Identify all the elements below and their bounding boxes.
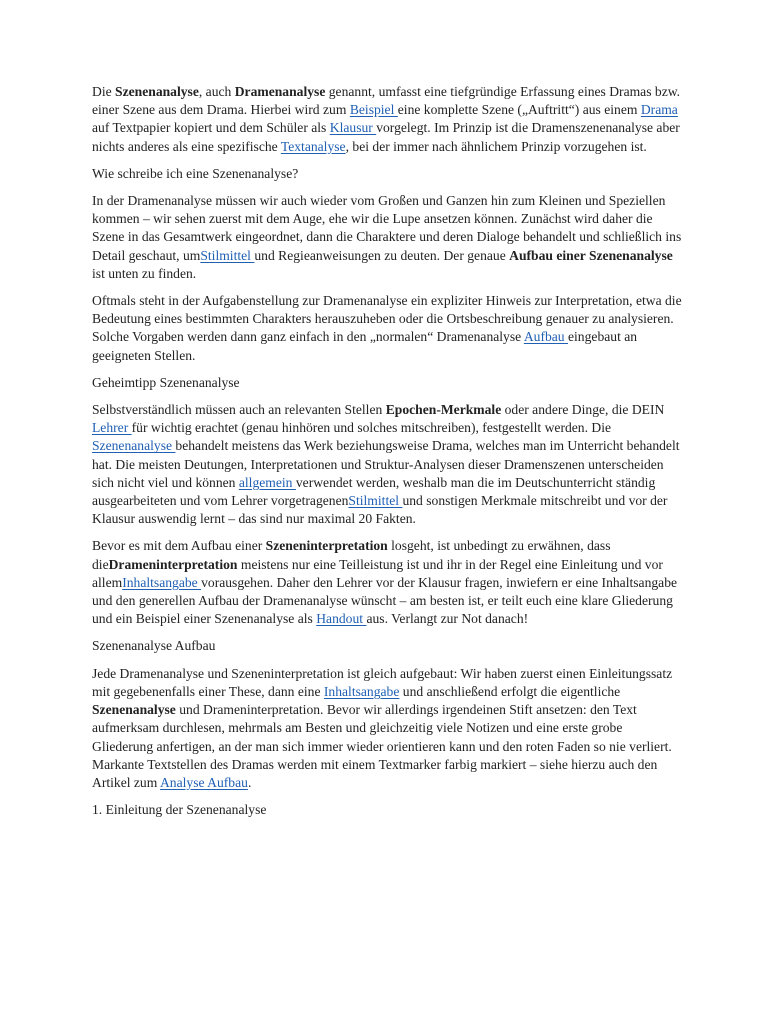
text: für wichtig erachtet (genau hinhören und solches mitschreiben), festgestellt werden. Die <box>131 420 612 436</box>
section-heading: Szenenanalyse Aufbau <box>92 638 216 654</box>
text: und anschließend erfolgt die eigentliche <box>399 683 621 699</box>
text: Jede Dramenanalyse und Szeneninterpretation ist gleich aufgebaut: Wir haben zuerst einen Einleitungssatz mit gegebenenfalls einer These, dann eine <box>92 665 673 699</box>
text: und Regieanweisungen zu deuten. Der genaue <box>254 247 510 263</box>
bold-term: Szeneninterpretation <box>265 538 388 554</box>
text: aus. Verlangt zur Not danach! <box>366 611 529 627</box>
bold-term: Aufbau einer Szenenanalyse <box>509 247 673 263</box>
text: oder andere Dinge, die DEIN <box>501 402 665 418</box>
link-stilmittel[interactable]: Stilmittel <box>200 247 255 263</box>
bold-term: Dramenanalyse <box>234 84 326 99</box>
text: Bevor es mit dem Aufbau einer <box>92 538 266 554</box>
text: . <box>247 774 252 790</box>
section-heading: Geheimtipp Szenenanalyse <box>92 374 240 390</box>
text: Selbstverständlich müssen auch an relevanten Stellen <box>92 402 386 418</box>
link-inhaltsangabe[interactable]: Inhaltsangabe <box>122 574 202 590</box>
document-body <box>92 83 682 828</box>
section-heading: Wie schreibe ich eine Szenenanalyse? <box>92 165 299 181</box>
text: eine komplette Szene („Auftritt“) aus einem <box>397 102 641 118</box>
link-drama[interactable]: Drama <box>640 102 678 118</box>
paragraph-before <box>92 537 682 628</box>
link-klausur[interactable]: Klausur <box>329 120 377 136</box>
text: behandelt meistens das Werk beziehungsweise Drama, welches man im Unterricht behandelt hat. Die meisten Deutungen, Interpretationen und Struktur-Analysen dieser Dramenszenen unterscheiden sich nicht viel und können <box>92 438 680 490</box>
text: Oftmals steht in der Aufgabenstellung zur Dramenanalyse ein expliziter Hinweis zur Interpretation, etwa die Bedeutung eines bestimmten Charakters herauszuheben oder die Ortsbeschreibung genauer zu analysieren. Solche Vorgaben werden dann ganz einfach in den „normalen“ Dramenanalyse <box>92 293 682 345</box>
bold-term: Szenenanalyse <box>115 84 199 99</box>
link-aufbau[interactable]: Aufbau <box>523 329 568 345</box>
section-heading: 1. Einleitung der Szenenanalyse <box>92 802 267 818</box>
paragraph-structure <box>92 665 682 792</box>
bold-term: Szenenanalyse <box>92 702 176 718</box>
link-beispiel[interactable]: Beispiel <box>349 102 398 118</box>
text: meistens nur eine Teilleistung ist und ihr in der Regel eine Einleitung und vor allem <box>92 556 663 590</box>
text: eingebaut an geeigneten Stellen. <box>92 329 638 363</box>
text: Die <box>92 84 116 99</box>
text: verwendet werden, weshalb man die im Deutschunterricht ständig ausgearbeiteten und vom Lehrer vorgetragenen <box>92 474 656 509</box>
link-stilmittel-2[interactable]: Stilmittel <box>348 493 403 509</box>
link-lehrer[interactable]: Lehrer <box>92 420 132 436</box>
text: , bei der immer nach ähnlichem Prinzip vorzugehen ist. <box>345 138 647 154</box>
text: und sonstigen Merkmale mitschreibt und vor der Klausur auswendig lernt – das sind nur maximal 20 Fakten. <box>92 493 668 527</box>
text: vorgelegt. Im Prinzip ist die Dramenszenenanalyse aber nichts anderes als eine spezifische <box>92 120 680 154</box>
link-textanalyse[interactable]: Textanalyse <box>280 138 346 154</box>
text: ist unten zu finden. <box>92 265 197 281</box>
paragraph-tip <box>92 401 682 528</box>
text: losgeht, ist unbedingt zu erwähnen, dass die <box>92 538 611 572</box>
paragraph-intro <box>92 83 682 156</box>
link-inhaltsangabe-2[interactable]: Inhaltsangabe <box>323 683 400 699</box>
link-handout[interactable]: Handout <box>316 611 367 627</box>
text: In der Dramenanalyse müssen wir auch wieder vom Großen und Ganzen hin zum Kleinen und Speziellen kommen – wir sehen zuerst mit dem Auge, ehe wir die Lupe ansetzen können. Zunächst wird daher die Szene in das Gesamtwerk eingeordnet, dann die Charaktere und deren Dialoge behandelt und schließlich ins Detail geschaut, um <box>92 193 682 263</box>
bold-term: Epochen-Merkmale <box>385 402 502 418</box>
text: auf Textpapier kopiert und dem Schüler als <box>92 120 330 136</box>
link-allgemein[interactable]: allgemein <box>238 474 296 490</box>
text: , auch <box>198 84 235 99</box>
link-analyse-aufbau[interactable]: Analyse Aufbau <box>159 774 248 790</box>
paragraph-how-to <box>92 192 682 283</box>
text: genannt, umfasst eine tiefgründige Erfassung eines Dramas bzw. einer Szene aus dem Drama. Hierbei wird zum <box>92 84 681 118</box>
paragraph-task <box>92 292 682 365</box>
bold-term: Drameninterpretation <box>108 556 238 572</box>
text: und Drameninterpretation. Bevor wir allerdings irgendeinen Stift ansetzen: den Text aufmerksam durchlesen, mehrmals am Besten und gleichzeitig viele Notizen und eine erste grobe Gliederung anfertigen, an der man sich immer wieder orientieren kann und den roten Faden so nie verliert. Markante Textstellen des Dramas werden mit einem Textmarker farbig markiert – siehe hierzu auch den Artikel zum <box>92 702 672 790</box>
text: vorausgehen. Daher den Lehrer vor der Klausur fragen, inwiefern er eine Inhaltsangabe und den generellen Aufbau der Dramenanalyse wünscht – am besten ist, er teilt euch eine klare Gliederung und ein Beispiel einer Szenenanalyse als <box>92 574 678 627</box>
link-szenenanalyse[interactable]: Szenenanalyse <box>92 438 176 454</box>
